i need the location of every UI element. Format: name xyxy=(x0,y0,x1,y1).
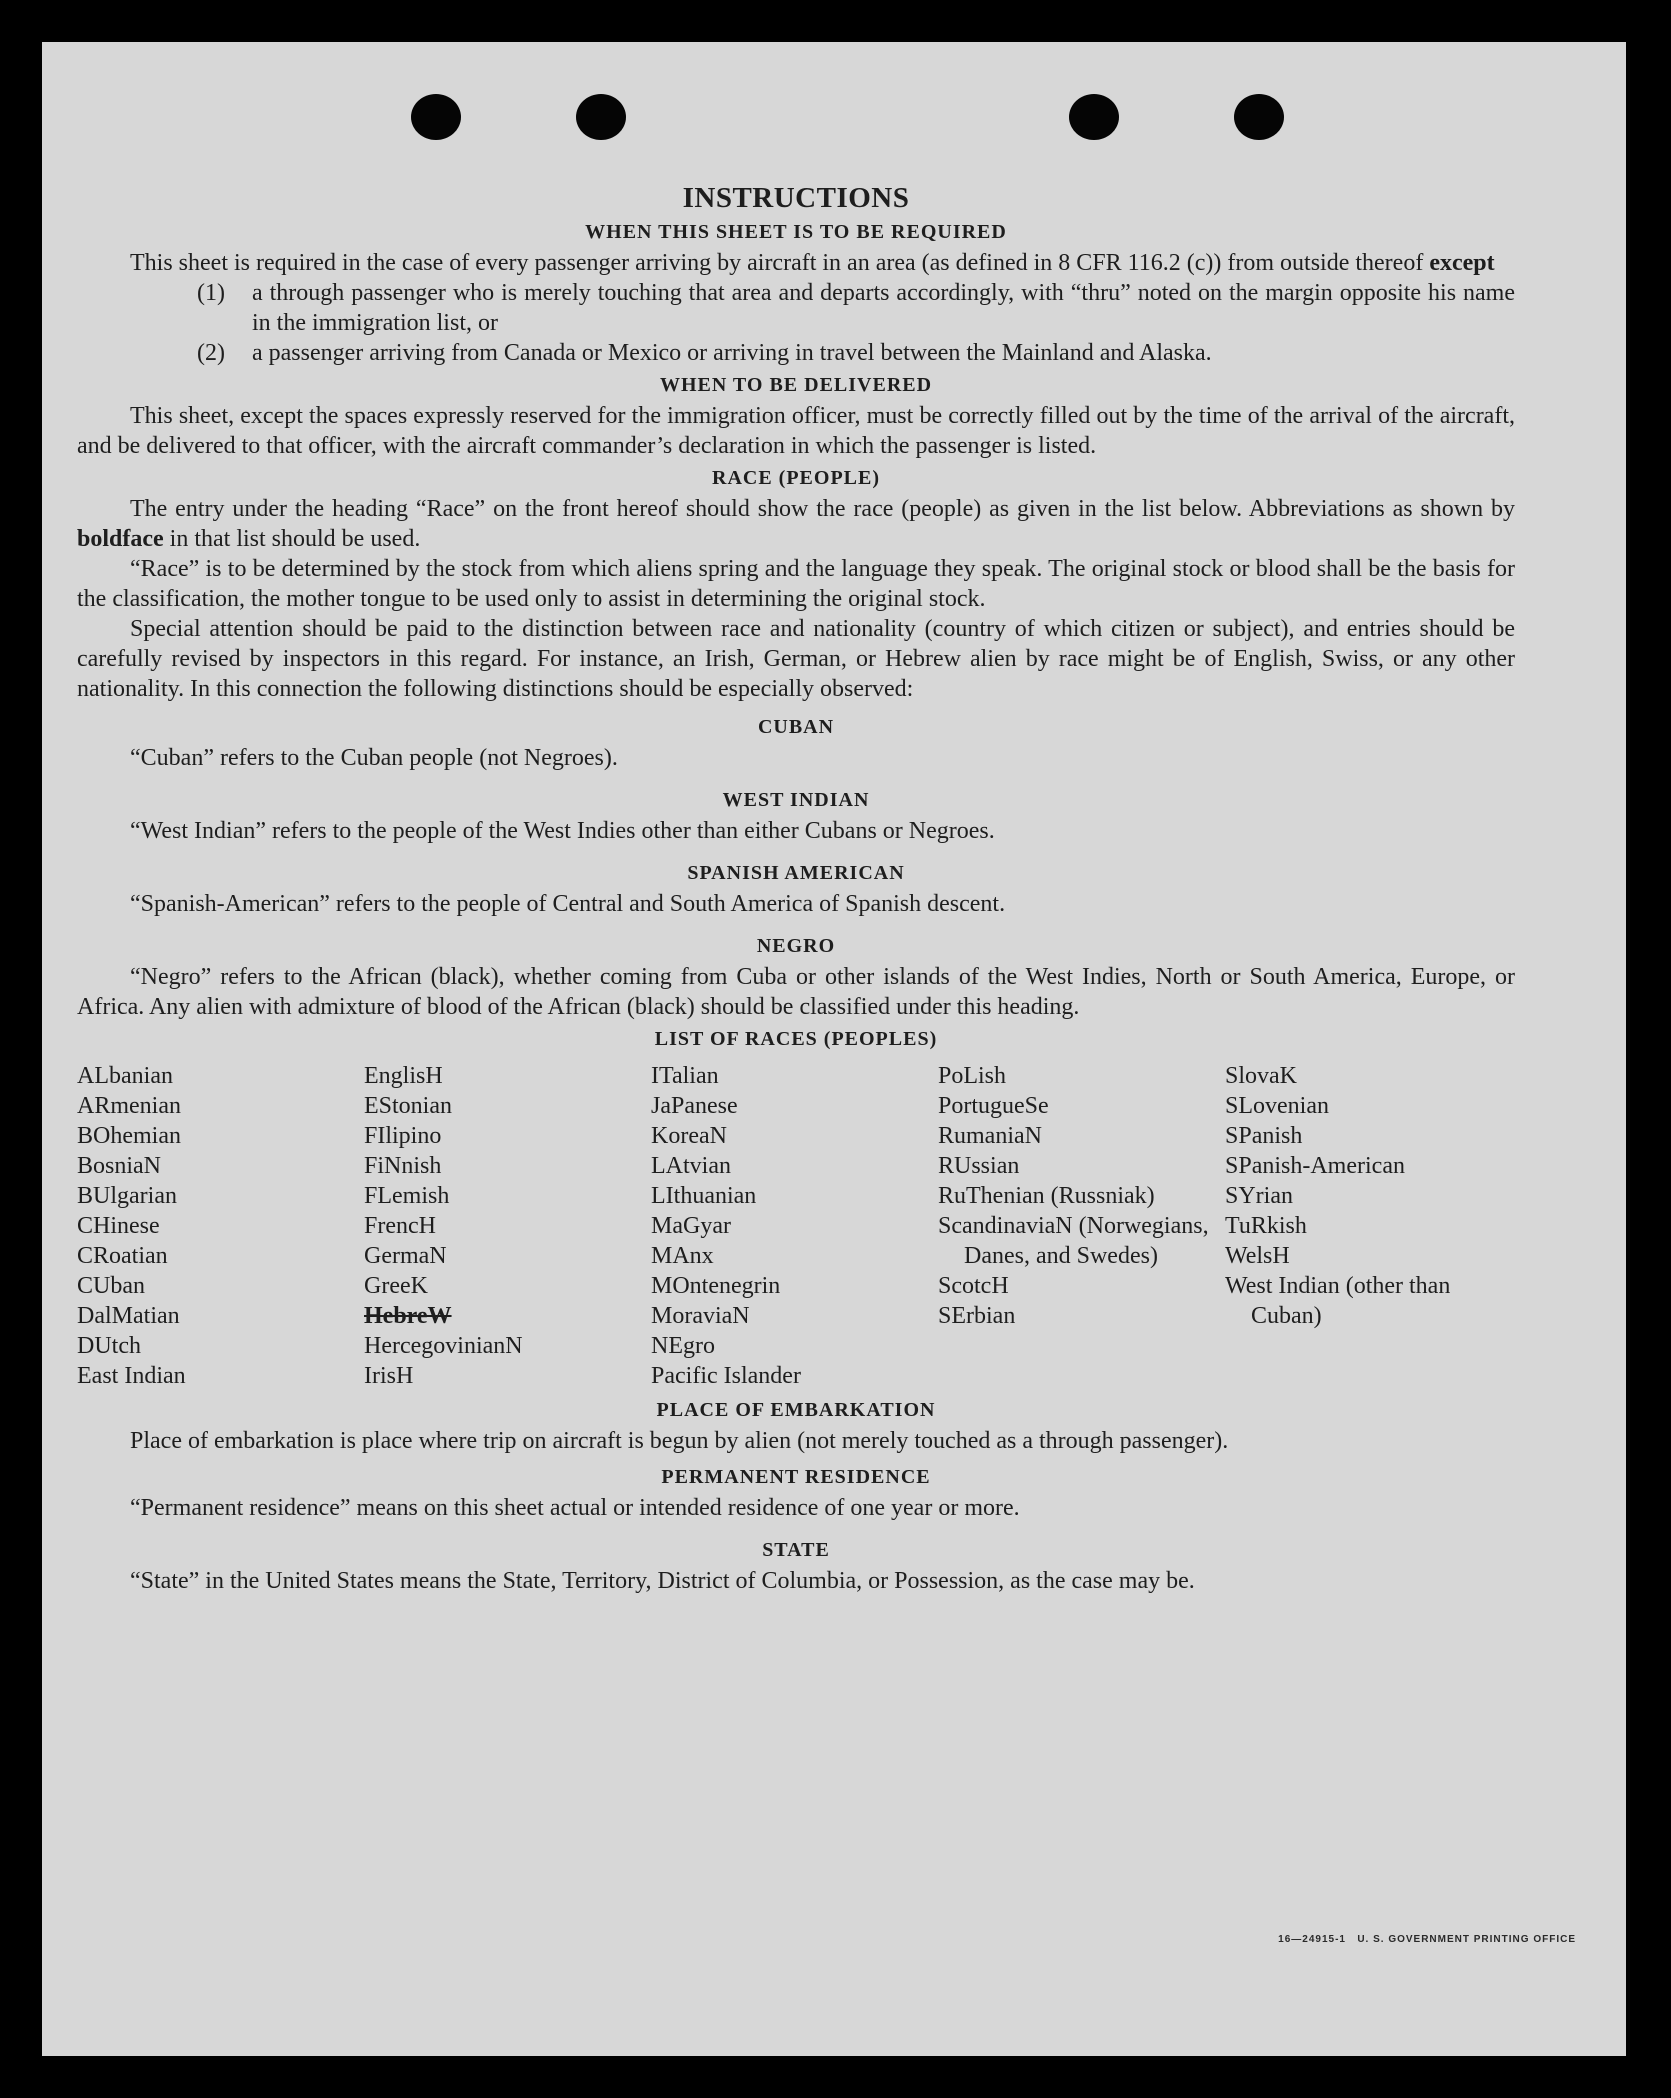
heading-when-delivered: WHEN TO BE DELIVERED xyxy=(659,374,933,396)
race-paragraph-1: The entry under the heading “Race” on the front hereof should show the race (people) as given in the list below. Abbreviations as shown by boldface in that list should be used. xyxy=(77,496,1515,552)
races-list xyxy=(77,1061,1515,1391)
race-entry: IrisH xyxy=(364,1363,414,1389)
race-entry: CHinese xyxy=(77,1213,160,1239)
races-column xyxy=(651,1061,938,1391)
when-required-intro: This sheet is required in the case of every passenger arriving by aircraft in an area (as defined in 8 CFR 116.2 (c)) from outside thereof except xyxy=(130,250,1495,276)
race-entry: East Indian xyxy=(77,1363,186,1389)
exception-item: (1) a through passenger who is merely touching that area and departs accordingly, with “thru” noted on the margin opposite his name in the immigration list, or xyxy=(197,280,1515,336)
race-entry: FiNnish xyxy=(364,1153,442,1179)
race-entry: SPanish-American xyxy=(1225,1153,1405,1179)
race-entry: TuRkish xyxy=(1225,1213,1307,1239)
punch-hole xyxy=(576,94,626,140)
race-entry: West Indian (other than Cuban) xyxy=(1225,1273,1451,1329)
punch-hole xyxy=(1234,94,1284,140)
race-entry: ScotcH xyxy=(938,1273,1009,1299)
race-entry: SErbian xyxy=(938,1303,1016,1329)
race-entry: EnglisH xyxy=(364,1063,443,1089)
race-entry: MoraviaN xyxy=(651,1303,750,1329)
race-entry: GermaN xyxy=(364,1243,447,1269)
race-entry: SYrian xyxy=(1225,1183,1293,1209)
race-entry: FIlipino xyxy=(364,1123,442,1149)
race-entry: WelsH xyxy=(1225,1243,1290,1269)
race-entry: RUssian xyxy=(938,1153,1020,1179)
race-entry: SlovaK xyxy=(1225,1063,1297,1089)
permanent-residence-text: “Permanent residence” means on this sheet actual or intended residence of one year or more. xyxy=(130,1495,1020,1521)
races-column xyxy=(938,1061,1225,1391)
races-column xyxy=(1225,1061,1515,1391)
race-entry: KoreaN xyxy=(651,1123,727,1149)
race-entry: SLovenian xyxy=(1225,1093,1329,1119)
race-entry: ALbanian xyxy=(77,1063,173,1089)
race-entry: BOhemian xyxy=(77,1123,181,1149)
race-entry: PoLish xyxy=(938,1063,1007,1089)
race-entry: MaGyar xyxy=(651,1213,731,1239)
heading-list-of-races: LIST OF RACES (PEOPLES) xyxy=(654,1028,938,1050)
negro-text: “Negro” refers to the African (black), whether coming from Cuba or other islands of the West Indies, North or South America, Europe, or Africa. Any alien with admixture of blood of the African (black) should be classified under this heading. xyxy=(77,964,1515,1020)
race-entry: FrencH xyxy=(364,1213,436,1239)
race-entry: PortugueSe xyxy=(938,1093,1049,1119)
race-entry: HebreW xyxy=(364,1303,452,1329)
exception-item: (2) a passenger arriving from Canada or Mexico or arriving in travel between the Mainland and Alaska. xyxy=(197,340,1212,366)
heading-race: RACE (PEOPLE) xyxy=(712,467,880,489)
race-entry: HercegovinianN xyxy=(364,1333,523,1359)
document-sheet xyxy=(42,42,1626,2056)
race-entry: BUlgarian xyxy=(77,1183,177,1209)
race-entry: MOntenegrin xyxy=(651,1273,781,1299)
race-entry: ARmenian xyxy=(77,1093,181,1119)
race-entry: ScandinaviaN (Norwegians, Danes, and Swedes) xyxy=(938,1213,1209,1269)
races-column xyxy=(364,1061,651,1391)
race-entry: FLemish xyxy=(364,1183,450,1209)
race-entry: BosniaN xyxy=(77,1153,161,1179)
heading-when-required: WHEN THIS SHEET IS TO BE REQUIRED xyxy=(585,221,1007,243)
footer-print-code: 16—24915-1 U. S. GOVERNMENT PRINTING OFFICE xyxy=(1278,1934,1576,1945)
race-paragraph-2: “Race” is to be determined by the stock from which aliens spring and the language they speak. The original stock or blood shall be the basis for the classification, the mother tongue to be used only to assist in determining the original stock. xyxy=(77,556,1515,612)
cuban-text: “Cuban” refers to the Cuban people (not Negroes). xyxy=(130,745,618,771)
place-of-embarkation-text: Place of embarkation is place where trip on aircraft is begun by alien (not merely touched as a through passenger). xyxy=(130,1428,1229,1454)
race-entry: GreeK xyxy=(364,1273,428,1299)
race-entry: ITalian xyxy=(651,1063,719,1089)
heading-state: STATE xyxy=(762,1539,830,1561)
heading-place-of-embarkation: PLACE OF EMBARKATION xyxy=(656,1399,936,1421)
page-title: INSTRUCTIONS xyxy=(682,182,910,214)
race-entry: LIthuanian xyxy=(651,1183,757,1209)
race-entry: JaPanese xyxy=(651,1093,738,1119)
spanish-american-text: “Spanish-American” refers to the people of Central and South America of Spanish descent. xyxy=(130,891,1006,917)
race-entry: RuThenian (Russniak) xyxy=(938,1183,1155,1209)
heading-west-indian: WEST INDIAN xyxy=(722,789,870,811)
state-text: “State” in the United States means the State, Territory, District of Columbia, or Possession, as the case may be. xyxy=(130,1568,1195,1594)
race-entry: LAtvian xyxy=(651,1153,731,1179)
west-indian-text: “West Indian” refers to the people of the West Indies other than either Cubans or Negroes. xyxy=(130,818,995,844)
heading-permanent-residence: PERMANENT RESIDENCE xyxy=(661,1466,931,1488)
punch-hole xyxy=(411,94,461,140)
race-entry: Pacific Islander xyxy=(651,1363,801,1389)
when-delivered-text: This sheet, except the spaces expressly reserved for the immigration officer, must be correctly filled out by the time of the arrival of the aircraft, and be delivered to that officer, with the aircraft commander’s declaration in which the passenger is listed. xyxy=(77,403,1515,459)
race-entry: CUban xyxy=(77,1273,145,1299)
race-entry: RumaniaN xyxy=(938,1123,1042,1149)
races-column xyxy=(77,1061,364,1391)
race-entry: DalMatian xyxy=(77,1303,180,1329)
race-entry: EStonian xyxy=(364,1093,452,1119)
race-entry: NEgro xyxy=(651,1333,715,1359)
race-entry: CRoatian xyxy=(77,1243,168,1269)
race-entry: SPanish xyxy=(1225,1123,1303,1149)
race-entry: MAnx xyxy=(651,1243,714,1269)
punch-hole xyxy=(1069,94,1119,140)
heading-cuban: CUBAN xyxy=(757,716,835,738)
heading-negro: NEGRO xyxy=(756,935,836,957)
instructions-content xyxy=(77,182,1515,1596)
race-entry: DUtch xyxy=(77,1333,141,1359)
heading-spanish-american: SPANISH AMERICAN xyxy=(687,862,905,884)
race-paragraph-3: Special attention should be paid to the distinction between race and nationality (country of which citizen or subject), and entries should be carefully revised by inspectors in this regard. For instance, an Irish, German, or Hebrew alien by race might be of English, Swiss, or any other nationality. In this connection the following distinctions should be especially observed: xyxy=(77,616,1515,702)
